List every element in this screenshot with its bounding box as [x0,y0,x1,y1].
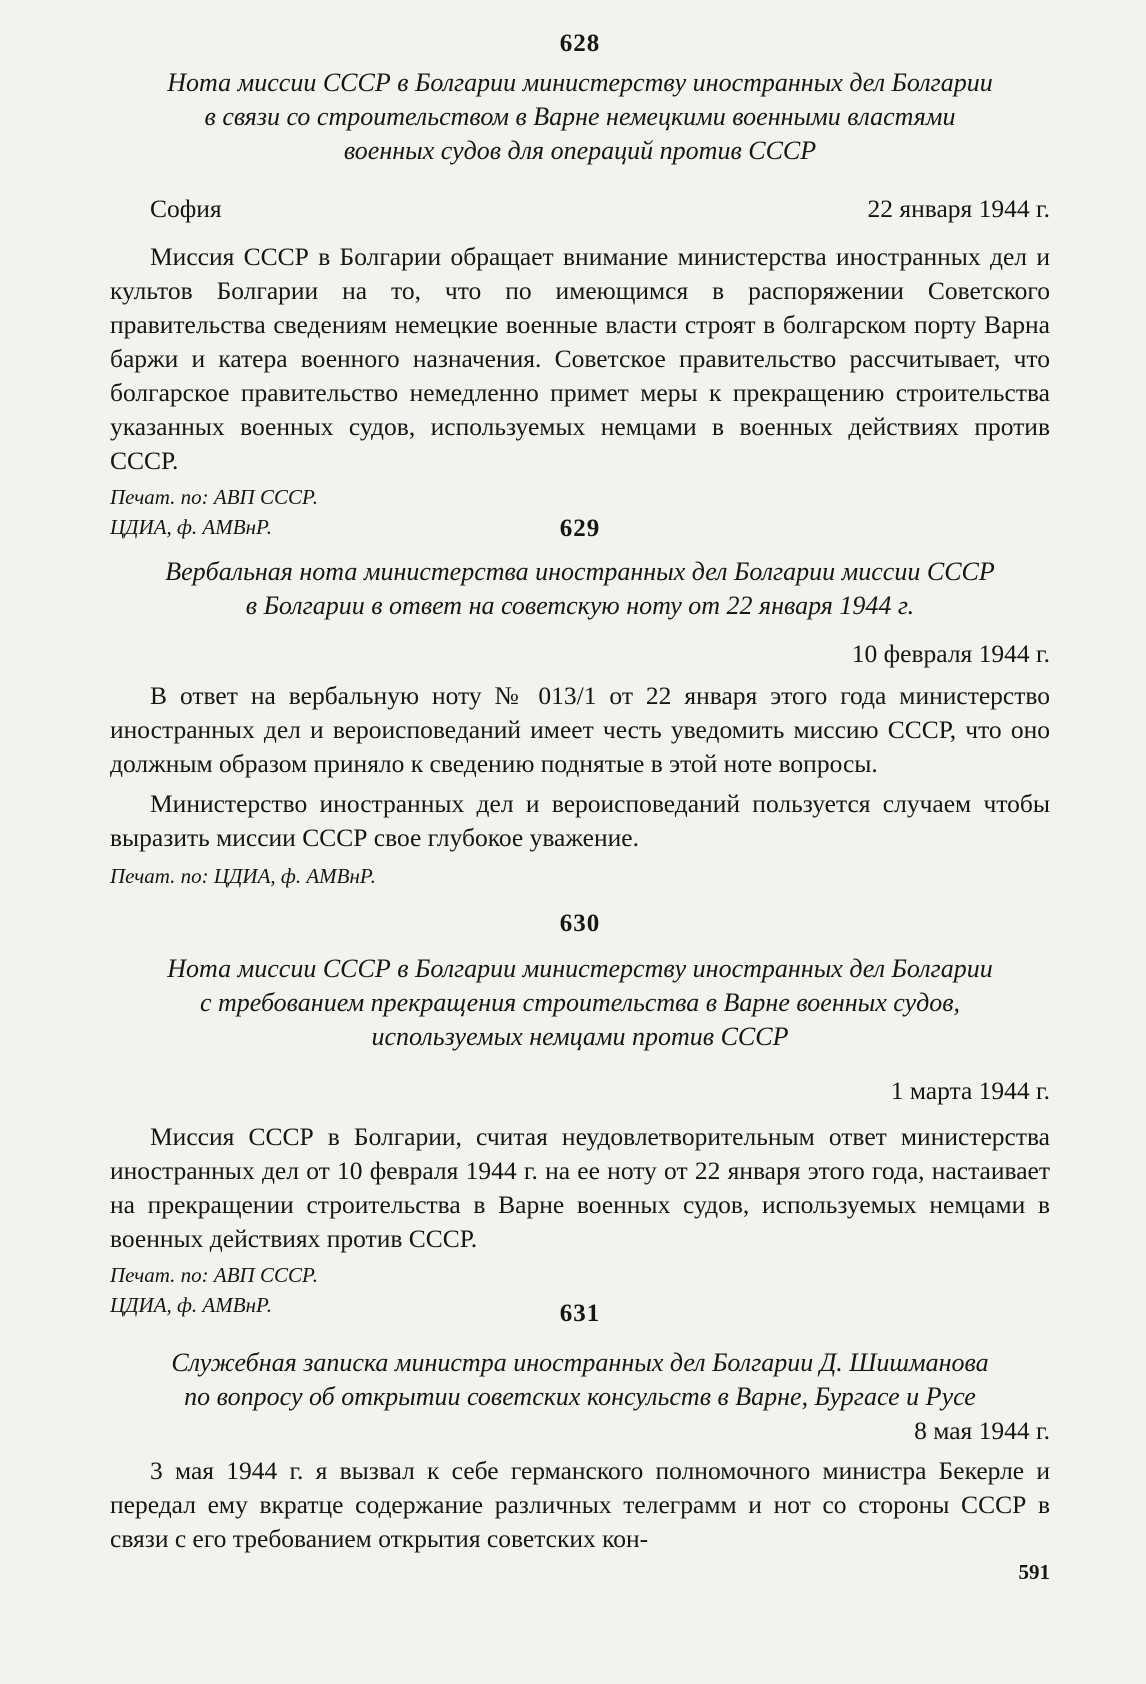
source-line: Печат. по: АВП СССР. [110,1263,318,1287]
document-body: В ответ на вербальную ноту № 013/1 от 22 января этого года министерство иностранных дел и вероисповеданий имеет честь уведомить миссию СССР, что оно должным образом приняло к сведению поднятые в этой ноте вопросы. [110,681,1050,778]
document-title [110,555,1050,623]
document-date: 1 марта 1944 г. [890,1076,1050,1105]
source-line: Печат. по: ЦДИА, ф. АМВнР. [110,864,376,888]
place-date-line [110,192,1050,226]
document-body: Миссия СССР в Болгарии, считая неудовлетворительным ответ министерства иностранных дел от 10 февраля 1944 г. на ее ноту от 22 января этого года, настаивает на прекращении строительства в Варне военных судов, используемых немцами в военных действиях против СССР. [110,1122,1050,1253]
document-628 [110,30,1050,542]
document-date: 10 февраля 1944 г. [851,639,1050,668]
document-body: 3 мая 1944 г. я вызвал к себе германского полномочного министра Бекерле и передал ему вкратце содержание различных телеграмм и нот со стороны СССР в связи с его требованием открытия советских кон- [110,1456,1050,1553]
title-line: в Болгарии в ответ на советскую ноту от 22 января 1944 г. [245,591,915,620]
document-number: 628 [559,30,601,57]
document-place: София [150,194,222,223]
title-line: Служебная записка министра иностранных дел Болгарии Д. Шишманова [171,1348,989,1377]
document-number: 629 [559,515,601,542]
source-reference [110,861,1050,891]
title-line: по вопросу об открытии советских консульств в Варне, Бургасе и Русе [184,1382,976,1411]
document-date: 8 мая 1944 г. [914,1416,1050,1445]
document-body: Миссия СССР в Болгарии обращает внимание министерства иностранных дел и культов Болгарии на то, что по имеющимся в распоряжении Советского правительства сведениям немецкие военные власти строят в болгарском порту Варна баржи и катера военного назначения. Советское правительство рассчитывает, что болгарское правительство немедленно примет меры к прекращению строительства указанных военных судов, используемых немцами в военных действиях против СССР. [110,242,1050,475]
document-title [110,66,1050,168]
document-title [110,952,1050,1054]
document-630 [110,910,1050,1320]
document-date: 22 января 1944 г. [867,194,1050,223]
title-line: используемых немцами против СССР [371,1022,789,1051]
document-number: 630 [559,910,601,937]
title-line: с требованием прекращения строительства в Варне военных судов, [199,988,961,1017]
title-line: в связи со строительством в Варне немецкими военными властями [204,102,956,131]
source-line: Печат. по: АВП СССР. [110,485,318,509]
document-title [110,1346,1050,1414]
document-body: Министерство иностранных дел и вероисповеданий пользуется случаем чтобы выразить миссии СССР свое глубокое уважение. [110,789,1050,852]
document-631 [110,1300,1050,1556]
title-line: военных судов для операций против СССР [343,136,817,165]
document-number: 631 [559,1300,601,1327]
page-number: 591 [1018,1560,1050,1584]
source-line: ЦДИА, ф. АМВнР. [110,1293,272,1317]
title-line: Нота миссии СССР в Болгарии министерству иностранных дел Болгарии [167,68,993,97]
source-line: ЦДИА, ф. АМВнР. [110,515,272,539]
title-line: Вербальная нота министерства иностранных дел Болгарии миссии СССР [165,557,995,586]
document-629 [110,515,1050,891]
title-line: Нота миссии СССР в Болгарии министерству иностранных дел Болгарии [167,954,993,983]
